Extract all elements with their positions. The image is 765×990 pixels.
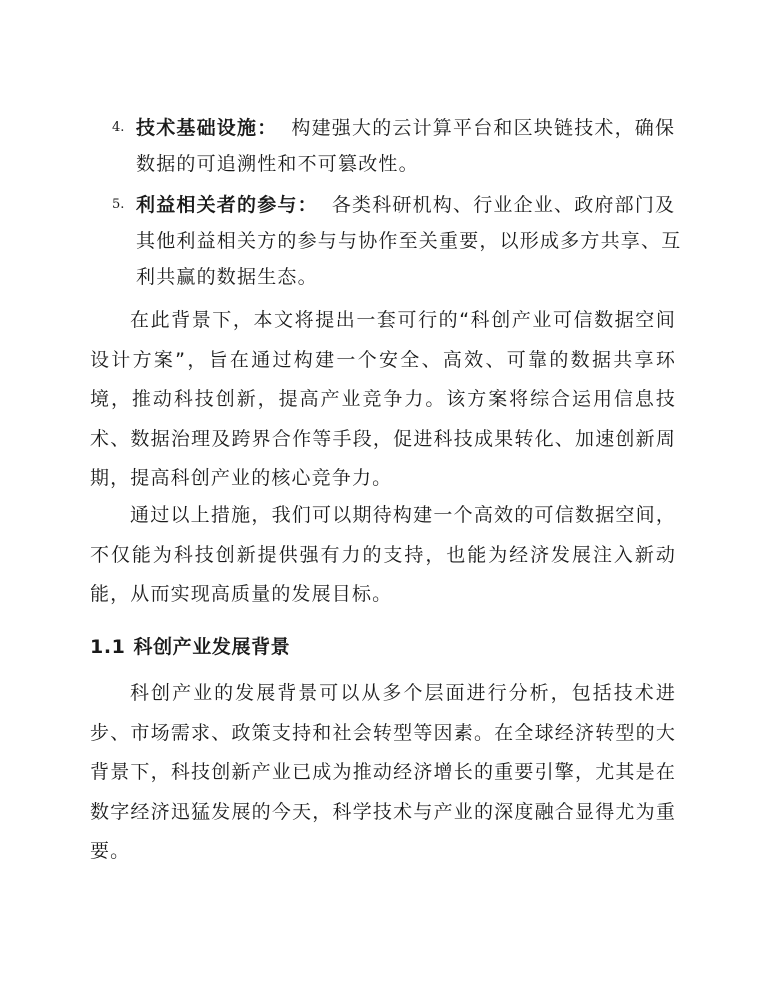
section-heading (90, 632, 290, 662)
section-title: 科创产业发展背景 (133, 636, 291, 658)
list-item-body (136, 110, 692, 182)
paragraph-measures: 通过以上措施，我们可以期待构建一个高效的可信数据空间，不仅能为科技创新提供强有力的支持，也能为经济发展注入新动能，从而实现高质量的发展目标。 (90, 504, 676, 605)
list-item-body (136, 187, 692, 295)
list-item-text: 各类科研机构、行业企业、政府部门及其他利益相关方的参与与协作至关重要，以形成多方共享、互利共赢的数据生态。 (136, 194, 682, 288)
list-item-5 (112, 187, 692, 295)
paragraph-section-intro: 科创产业的发展背景可以从多个层面进行分析，包括技术进步、市场需求、政策支持和社会转型等因素。在全球经济转型的大背景下，科技创新产业已成为推动经济增长的重要引擎，尤其是在数字经济迅猛发展的今天，科学技术与产业的深度融合显得尤为重要。 (90, 682, 676, 862)
paragraph-background: 在此背景下，本文将提出一套可行的“科创产业可信数据空间设计方案”，旨在通过构建一个安全、高效、可靠的数据共享环境，推动科技创新，提高产业竞争力。该方案将综合运用信息技术、数据治理及跨界合作等手段，促进科技成果转化、加速创新周期，提高科创产业的核心竞争力。 (90, 309, 676, 489)
section-number: 1.1 (90, 636, 126, 658)
list-number: 4. (112, 120, 125, 135)
list-item-label: 利益相关者的参与： (136, 194, 318, 216)
list-item-4 (112, 110, 692, 182)
list-item-label: 技术基础设施： (136, 117, 278, 139)
list-number: 5. (112, 197, 125, 212)
list-item-text: 构建强大的云计算平台和区块链技术，确保数据的可追溯性和不可篡改性。 (136, 117, 676, 175)
